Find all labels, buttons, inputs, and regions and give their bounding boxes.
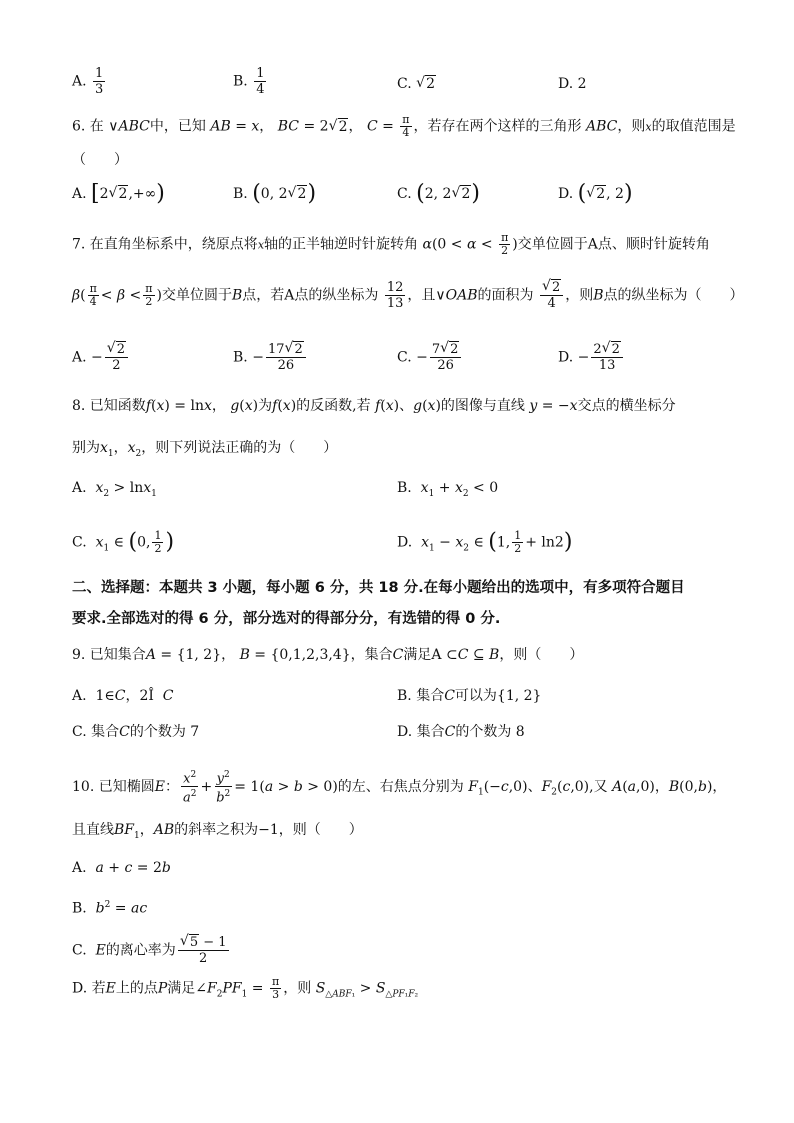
q7-line1: 7. 在直角坐标系中，绕原点将x轴的正半轴逆时针旋转角 α(0 < α < $\frac{\pi}{2}$ )交单位圆于A点、顺时针旋转角 <box>72 231 710 257</box>
q7-option-b: B. − 17 √ 2 26 <box>233 342 308 373</box>
q6-option-b: B. (0, 2 √ 2) <box>233 181 317 206</box>
q7-option-c: C. − 7 √ 2 26 <box>397 342 463 373</box>
q8-option-b: B. $x_1 + x_2 < 0$ <box>397 480 499 499</box>
q5-option-a: A. $\frac{1}{3}$ <box>72 66 104 97</box>
q6-option-a: A. [2 √ 2,+∞) <box>72 181 165 206</box>
q9-option-a: A. 1∈C，2Î C <box>72 688 174 704</box>
q7-option-d: D. − 2 √ 2 13 <box>558 342 625 373</box>
q7-line2: β( $\frac{\pi}{4}$ < β < $\frac{\pi}{2}$ )交单位圆于B点，若A点的纵坐标为 $\frac{12}{13}$ ，且∨OAB的面积为 √ 2 4 ，则B点的纵坐标为（ ） <box>72 278 744 311</box>
option-label: B. <box>233 73 248 90</box>
q6-paren: （ ） <box>72 152 128 168</box>
q10-option-d: D. 若E上的点P满足$\angle F_2PF_1$ = $\frac{\pi}{3}$ ，则 $S_{\triangle ABF_1} > S_{\triangle PF_1F_2}$ <box>72 975 419 1001</box>
option-label: A. <box>72 73 87 90</box>
q10-line2: 且直线$BF_1$，AB的斜率之积为−1，则（ ） <box>72 822 363 841</box>
q9-stem: 9. 已知集合A = {1, 2}， B = {0,1,2,3,4}，集合C满足A ⊂C ⊆ B，则（ ） <box>72 647 584 663</box>
q8-option-a: A. $x_2 > \ln x_1$ <box>72 480 157 499</box>
q7-option-a: A. − √ 2 2 <box>72 342 130 373</box>
q5-option-d <box>558 74 587 94</box>
option-label: D. 2 <box>558 76 587 92</box>
q10-option-a: A. a + c = 2b <box>72 860 171 876</box>
q8-line1: 8. 已知函数f(x) = lnx， g(x)为f(x)的反函数,若 f(x)、g(x)的图像与直线 y = −x交点的横坐标分 <box>72 398 676 414</box>
q10-option-c: C. E的离心率为 √ 5 − 1 2 <box>72 933 227 966</box>
q6-stem: 6. 在 ∨ABC中，已知 AB = x， BC = 2 √ 2， C = $\frac{\pi}{4}$ ，若存在两个这样的三角形 ABC，则x的取值范围是 <box>72 113 736 139</box>
q8-option-c: C. $x_1$ ∈ (0, $\frac{1}{2}$ ) <box>72 529 175 555</box>
q8-line2: 别为$x_1$，$x_2$，则下列说法正确的为（ ） <box>72 440 338 459</box>
q9-option-b: B. 集合C可以为{1, 2} <box>397 688 542 704</box>
q10-option-b: B. $b^2$ = ac <box>72 900 148 917</box>
q6-option-d: D. ( √ 2, 2) <box>558 181 633 206</box>
option-label: C. <box>397 76 412 92</box>
q10-line1: 10. 已知椭圆E： $\frac{x^2}{a^2}$ + $\frac{y^2}{b^2}$ = 1(a > b > 0)的左、右焦点分别为 $F_1(-c,0)$、$F_2(c,0)$,又 A(a,0)，B(0,b)， <box>72 770 727 806</box>
q6-option-c: C. (2, 2 √ 2) <box>397 181 480 206</box>
section2-heading-line1: 二、选择题：本题共 3 小题，每小题 6 分，共 18 分.在每小题给出的选项中，有多项符合题目 <box>72 580 685 596</box>
q5-option-b: B. $\frac{1}{4}$ <box>233 66 265 97</box>
section2-heading-line2: 要求.全部选对的得 6 分，部分选对的得部分分，有选错的得 0 分. <box>72 611 501 627</box>
q9-option-d: D. 集合C的个数为 8 <box>397 724 525 740</box>
q5-option-c: C. √ 2 <box>397 75 436 92</box>
q9-option-c: C. 集合C的个数为 7 <box>72 724 200 740</box>
q8-option-d: D. $x_1 - x_2$ ∈ (1, $\frac{1}{2}$ + ln2) <box>397 529 573 555</box>
